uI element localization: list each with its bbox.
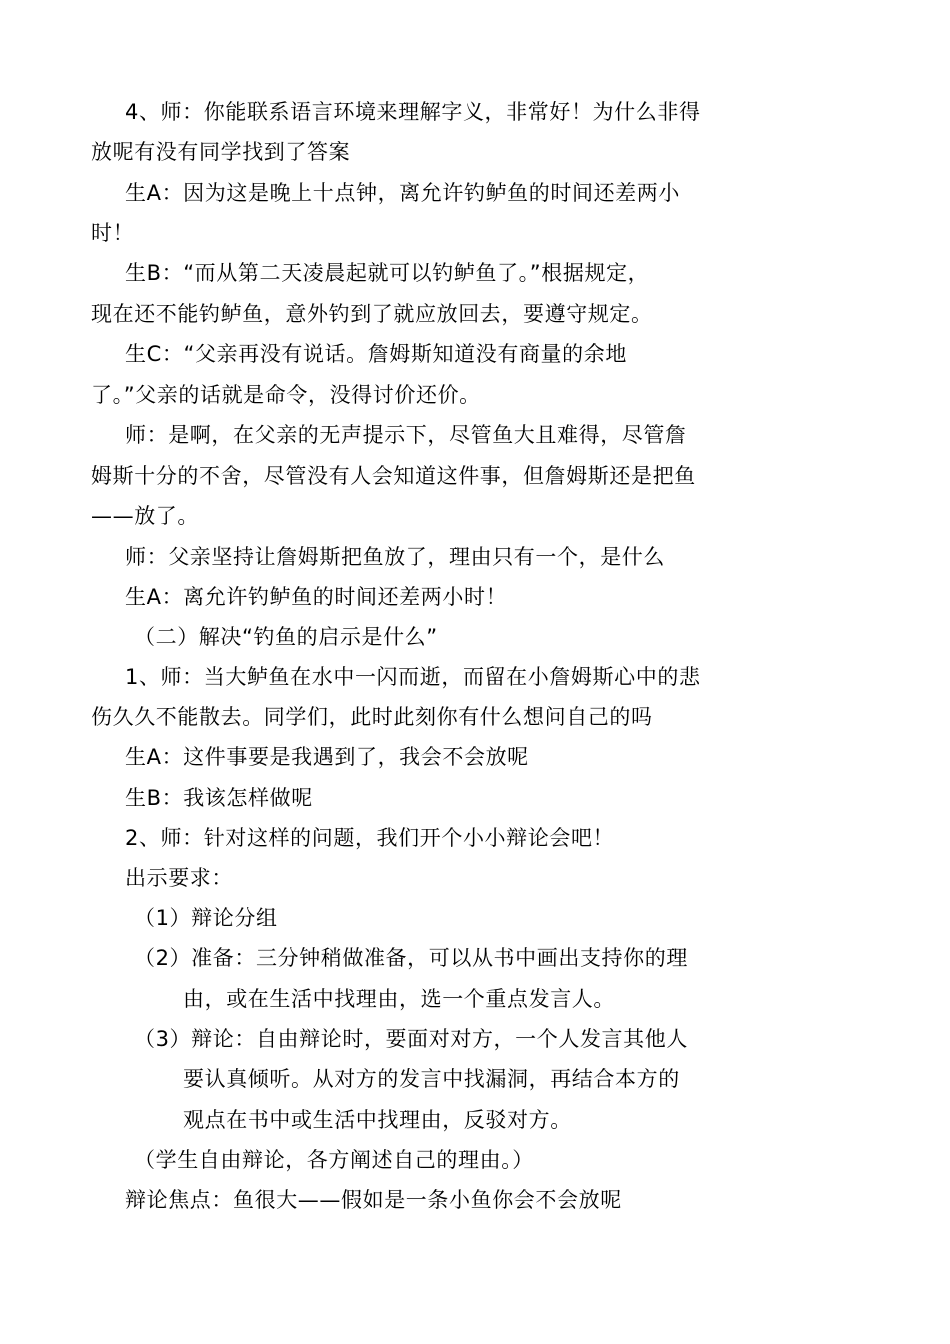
paragraph-line: 现在还不能钓鲈鱼，意外钓到了就应放回去，要遵守规定。 (91, 302, 653, 326)
paragraph-line: 4、师：你能联系语言环境来理解字义，非常好！为什么非得 (125, 100, 701, 124)
paragraph-line: 了。”父亲的话就是命令，没得讨价还价。 (91, 383, 481, 407)
paragraph-line: 姆斯十分的不舍，尽管没有人会知道这件事，但詹姆斯还是把鱼 (91, 464, 696, 488)
paragraph-line: ——放了。 (91, 504, 199, 528)
paragraph-line: 时！ (91, 221, 135, 245)
list-item-continuation: 要认真倾听。从对方的发言中找漏洞，再结合本方的 (183, 1067, 680, 1091)
list-item-continuation: 观点在书中或生活中找理由，反驳对方。 (183, 1108, 572, 1132)
section-heading: （二）解决“钓鱼的启示是什么” (134, 625, 438, 649)
paragraph-line: （学生自由辩论，各方阐述自己的理由。） (134, 1148, 534, 1172)
list-item-continuation: 由，或在生活中找理由，选一个重点发言人。 (183, 987, 615, 1011)
paragraph-line: 2、师：针对这样的问题，我们开个小小辩论会吧！ (125, 826, 615, 850)
list-item: （3）辩论：自由辩论时，要面对对方，一个人发言其他人 (134, 1027, 688, 1051)
list-item: （1）辩论分组 (134, 906, 278, 930)
paragraph-line: 师：父亲坚持让詹姆斯把鱼放了，理由只有一个，是什么 (125, 545, 665, 569)
paragraph-line: 生B：“而从第二天凌晨起就可以钓鲈鱼了。”根据规定， (125, 261, 650, 285)
paragraph-line: 放呢有没有同学找到了答案 (91, 140, 351, 164)
paragraph-line: 伤久久不能散去。同学们，此时此刻你有什么想问自己的吗 (91, 705, 653, 729)
paragraph-line: 1、师：当大鲈鱼在水中一闪而逝，而留在小詹姆斯心中的悲 (125, 665, 701, 689)
paragraph-line: 生A：离允许钓鲈鱼的时间还差两小时！ (125, 585, 508, 609)
paragraph-line: 出示要求： (125, 866, 233, 890)
paragraph-line: 生A：因为这是晚上十点钟，离允许钓鲈鱼的时间还差两小 (125, 181, 680, 205)
paragraph-line: 生A：这件事要是我遇到了，我会不会放呢 (125, 745, 529, 769)
paragraph-line: 生B：我该怎样做呢 (125, 786, 313, 810)
paragraph-line: 辩论焦点：鱼很大——假如是一条小鱼你会不会放呢 (125, 1188, 622, 1212)
paragraph-line: 师：是啊，在父亲的无声提示下，尽管鱼大且难得，尽管詹 (125, 423, 687, 447)
paragraph-line: 生C：“父亲再没有说话。詹姆斯知道没有商量的余地 (125, 342, 627, 366)
list-item: （2）准备：三分钟稍做准备，可以从书中画出支持你的理 (134, 946, 688, 970)
